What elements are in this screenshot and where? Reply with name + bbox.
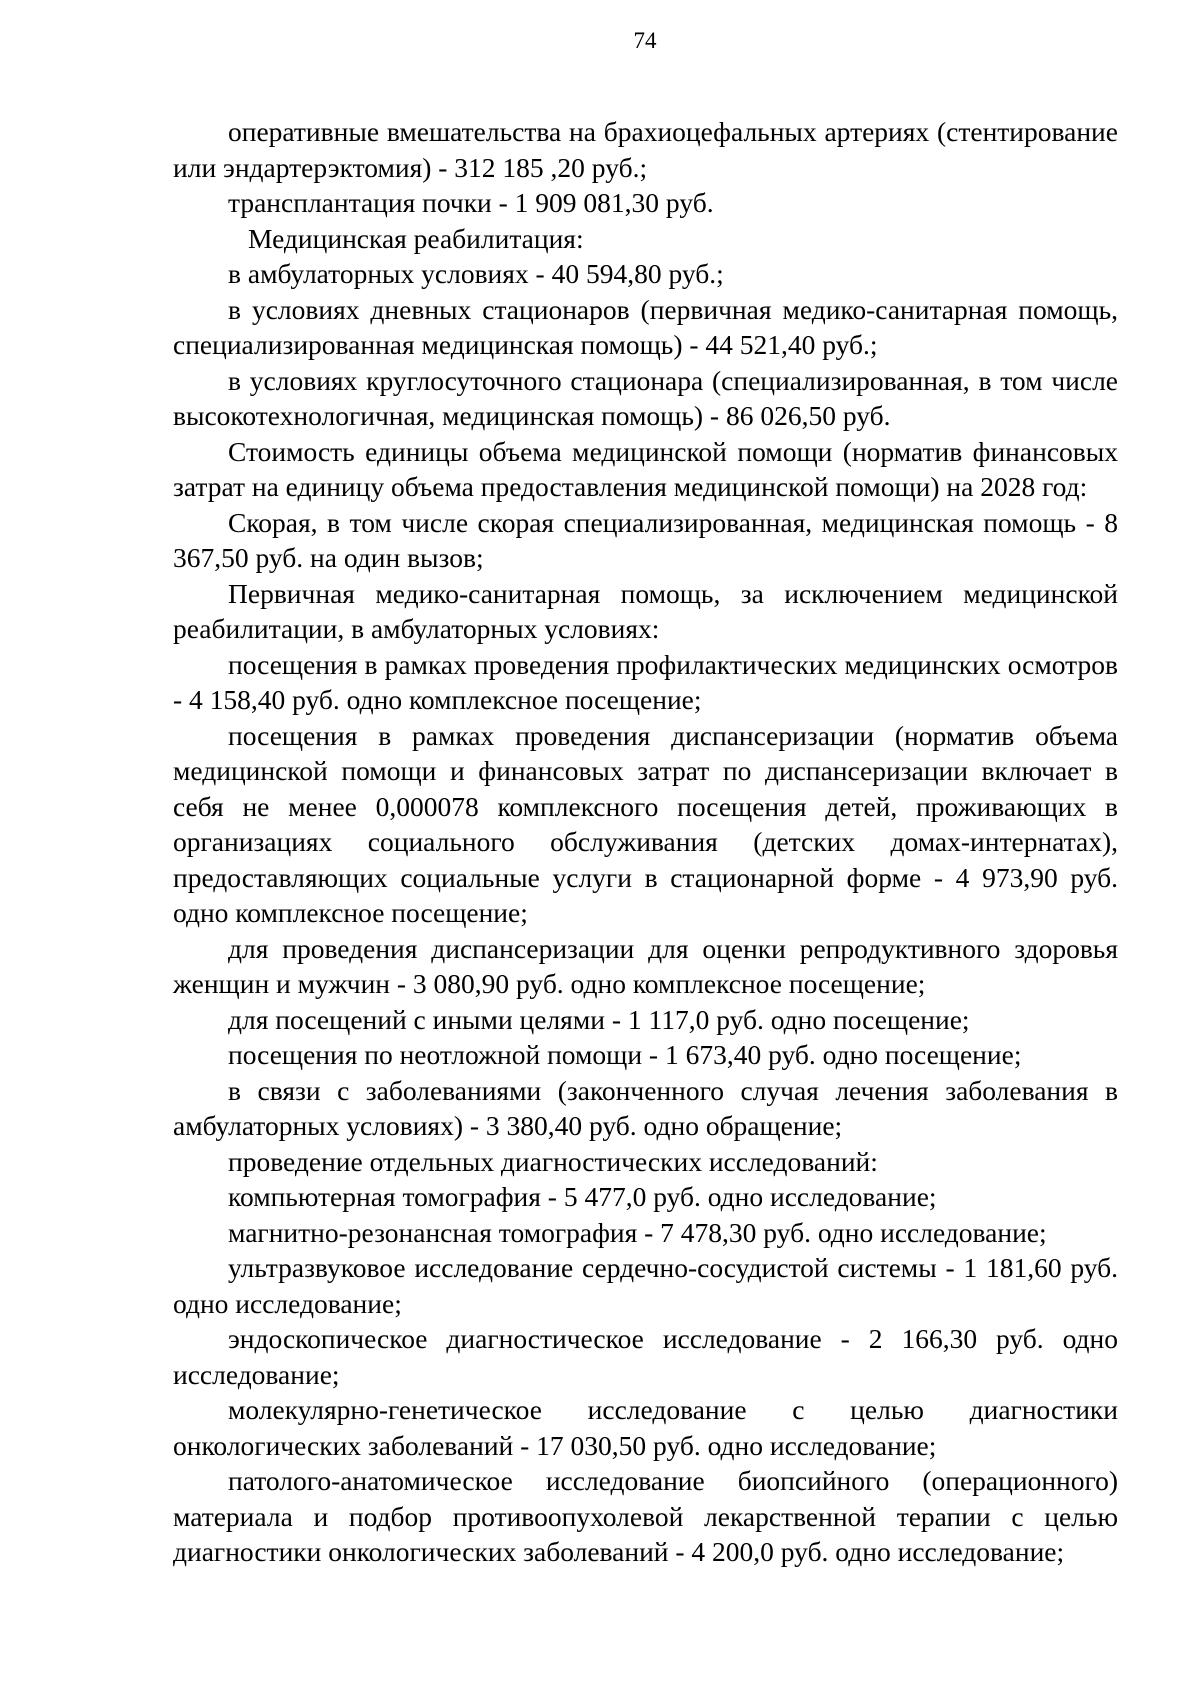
paragraph-ultrasound: ультразвуковое исследование сердечно-сосудистой системы - 1 181,60 руб. одно исследование; [173,1252,1118,1319]
paragraph-cost-2028-heading: Стоимость единицы объема медицинской помощи (норматив финансовых затрат на единицу объема предоставления медицинской помощи) на 2028 год: [173,435,1118,502]
paragraph-rehabilitation-heading: Медицинская реабилитация: [248,222,584,254]
paragraph-reproductive-health: для проведения диспансеризации для оценки репродуктивного здоровья женщин и мужчин - 3 080,90 руб. одно комплексное посещение; [173,932,1118,999]
paragraph-rehab-day-hospital: в условиях дневных стационаров (первичная медико-санитарная помощь, специализированная медицинская помощь) - 44 521,40 руб.; [173,293,1118,360]
paragraph-other-visits: для посещений с иными целями - 1 117,0 руб. одно посещение; [228,1003,970,1035]
paragraph-emergency-care: Скорая, в том числе скорая специализированная, медицинская помощь - 8 367,50 руб. на один вызов; [173,506,1118,573]
paragraph-disease-visits: в связи с заболеваниями (законченного случая лечения заболевания в амбулаторных условиях) - 3 380,40 руб. одно обращение; [173,1074,1118,1141]
paragraph-urgent-care: посещения по неотложной помощи - 1 673,40 руб. одно посещение; [228,1039,1022,1070]
paragraph-mri: магнитно-резонансная томография - 7 478,30 руб. одно исследование; [228,1216,1047,1248]
paragraph-primary-care: Первичная медико-санитарная помощь, за исключением медицинской реабилитации, в амбулаторных условиях: [173,577,1118,644]
paragraph-diagnostics-heading: проведение отдельных диагностических исследований: [228,1145,878,1177]
paragraph-molecular-genetic: молекулярно-генетическое исследование с целью диагностики онкологических заболеваний - 17 030,50 руб. одно исследование; [173,1394,1118,1461]
paragraph-pathology: патолого-анатомическое исследование биопсийного (операционного) материала и подбор противоопухолевой лекарственной терапии с целью диагностики онкологических заболеваний - 4 200,0 руб. одно исследование; [173,1465,1118,1567]
paragraph-kidney-transplant: трансплантация почки - 1 909 081,30 руб. [228,187,714,218]
paragraph-brachiocephalic: оперативные вмешательства на брахиоцефальных артериях (стентирование или эндартерэктомия) - 312 185 ,20 руб.; [173,116,1118,183]
paragraph-endoscopy: эндоскопическое диагностическое исследование - 2 166,30 руб. одно исследование; [173,1323,1118,1390]
paragraph-ct: компьютерная томография - 5 477,0 руб. одно исследование; [228,1181,937,1212]
paragraph-preventive-exams: посещения в рамках проведения профилактических медицинских осмотров - 4 158,40 руб. одно комплексное посещение; [173,648,1118,715]
paragraph-rehab-outpatient: в амбулаторных условиях - 40 594,80 руб.; [228,258,724,289]
page-number: 74 [633,28,657,53]
document-body [173,114,1118,1570]
paragraph-rehab-inpatient: в условиях круглосуточного стационара (специализированная, в том числе высокотехнологичная, медицинская помощь) - 86 026,50 руб. [173,364,1118,431]
paragraph-dispensarization: посещения в рамках проведения диспансеризации (норматив объема медицинской помощи и финансовых затрат по диспансеризации включает в себя не менее 0,000078 комплексного посещения детей, проживающих в организациях социального обслуживания (детских домах-интернатах), предоставляющих социальные услуги в стационарной форме - 4 973,90 руб. одно комплексное посещение; [173,719,1118,928]
